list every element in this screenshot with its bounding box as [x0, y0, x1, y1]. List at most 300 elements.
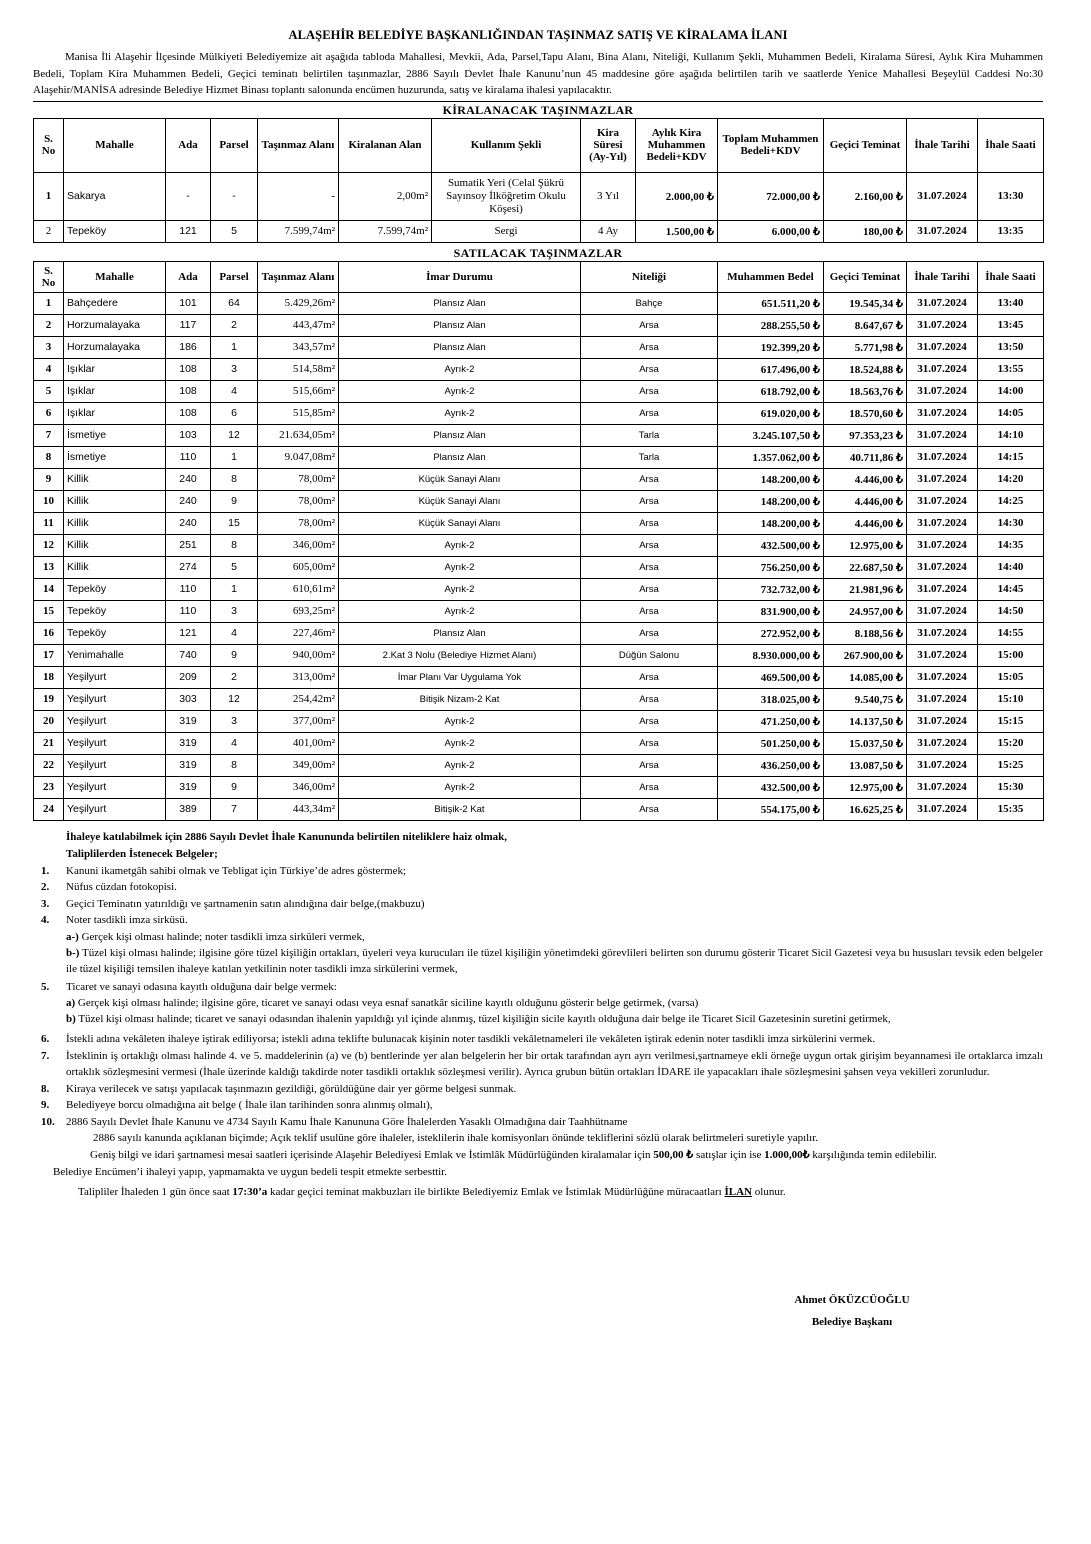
zoning-cell: Plansız Alan: [339, 336, 581, 358]
ada-cell: 110: [166, 600, 211, 622]
item-text: İsteklinin iş ortaklığı olması halinde 4. ve 5. maddelerinin (a) ve (b) bentlerinde yer alan belgelerin her bir ortak tarafından ayrı ayrı verilmesi,şartnameye ekli örneğe uygun ortak girişim beyannamesi ile ortaklarca imzalı ortaklık sözleşmesini vermesi (İhale üzerinde kaldığı takdirde noter tasdikli ortaklık sözleşmesi verilir). Ayrıca grubun bütün ortakları İDARE ile yapacakları ihale sözleşmesini şahsen veya vekilleri zorunludur.: [66, 1049, 1043, 1078]
quality-cell: Arsa: [581, 556, 718, 578]
zoning-cell: Küçük Sanayi Alanı: [339, 468, 581, 490]
col-header: Parsel: [211, 118, 258, 172]
item-text: Nüfus cüzdan fotokopisi.: [66, 881, 177, 893]
time-cell: 15:15: [978, 710, 1044, 732]
price-cell: 8.930.000,00 ₺: [718, 644, 824, 666]
area-cell: 401,00m²: [258, 732, 339, 754]
rent-header-row: [34, 118, 1044, 172]
time-cell: 14:05: [978, 402, 1044, 424]
mahalle-cell: Killik: [64, 512, 166, 534]
col-header: İhale Saati: [978, 118, 1044, 172]
area-cell: 515,85m²: [258, 402, 339, 424]
row-number: 15: [34, 600, 64, 622]
row-number: 21: [34, 732, 64, 754]
time-cell: 13:35: [978, 220, 1044, 242]
ada-cell: 110: [166, 446, 211, 468]
price-cell: 618.792,00 ₺: [718, 380, 824, 402]
item-number: 8.: [41, 1082, 50, 1095]
mahalle-cell: Killik: [64, 468, 166, 490]
mahalle-cell: Bahçedere: [64, 292, 166, 314]
date-cell: 31.07.2024: [907, 644, 978, 666]
sale-row: [34, 468, 1044, 490]
item-text: Kiraya verilecek ve satışı yapılacak taşınmazın gezildiği, görüldüğüne dair yer görme belgesi sunmak.: [66, 1082, 517, 1095]
zoning-cell: Ayrık-2: [339, 402, 581, 424]
date-cell: 31.07.2024: [907, 292, 978, 314]
requirement-item-5: 5. Ticaret ve sanayi odasına kayıtlı olduğuna dair belge vermek:: [41, 980, 337, 993]
area-cell: 693,25m²: [258, 600, 339, 622]
rent-section-heading: KİRALANACAK TAŞINMAZLAR: [33, 101, 1043, 118]
row-number: 2: [34, 314, 64, 336]
parsel-cell: 64: [211, 292, 258, 314]
time-cell: 13:40: [978, 292, 1044, 314]
area-cell: 605,00m²: [258, 556, 339, 578]
item-number: 6.: [41, 1033, 50, 1045]
quality-cell: Arsa: [581, 512, 718, 534]
rented-area-cell: 7.599,74m²: [339, 220, 432, 242]
area-cell: 443,47m²: [258, 314, 339, 336]
quality-cell: Arsa: [581, 710, 718, 732]
area-cell: 515,66m²: [258, 380, 339, 402]
quality-cell: Bahçe: [581, 292, 718, 314]
date-cell: 31.07.2024: [907, 776, 978, 798]
date-cell: 31.07.2024: [907, 754, 978, 776]
price-cell: 1.357.062,00 ₺: [718, 446, 824, 468]
area-cell: 9.047,08m²: [258, 446, 339, 468]
item4-b: b-) Tüzel kişi olması halinde; ilgisine göre tüzel kişiliğin ortakları, üyeleri veya kurucuları ile tüzel kişiliğin yönetimdeki görevlileri belirten son durumu gösterir Ticaret Sicil Gazetesi veya bu hususları tevsik eden belgeler ile tüzel kişiliği temsilen ihaleye katılan yetkilinin noter tasdikli imza sirkülerini vermek,: [66, 946, 1043, 975]
requirements-heading: Taliplilerden İstenecek Belgeler;: [66, 847, 218, 860]
row-number: 4: [34, 358, 64, 380]
col-header: Kiralanan Alan: [339, 118, 432, 172]
sale-row: [34, 710, 1044, 732]
price-cell: 651.511,20 ₺: [718, 292, 824, 314]
price-cell: 756.250,00 ₺: [718, 556, 824, 578]
parsel-cell: 2: [211, 314, 258, 336]
parsel-cell: 2: [211, 666, 258, 688]
zoning-cell: Plansız Alan: [339, 314, 581, 336]
date-cell: 31.07.2024: [907, 336, 978, 358]
time-cell: 15:05: [978, 666, 1044, 688]
row-number: 19: [34, 688, 64, 710]
item-text: 2886 Sayılı Devlet İhale Kanunu ve 4734 Sayılı Kamu İhale Kanununa Göre İhalelerden Yasaklı Olmadığına dair Taahhütname: [66, 1115, 628, 1128]
item5-b: b) Tüzel kişi olması halinde; ticaret ve sanayi odasından ihalenin yapıldığı yıl içinde alınmış, tüzel kişiliğin sicile kayıtlı olduğuna dair belge ile Ticaret Sicil Gazetesinin suretini getirmek,: [66, 1013, 891, 1025]
price-cell: 272.952,00 ₺: [718, 622, 824, 644]
area-cell: 21.634,05m²: [258, 424, 339, 446]
requirement-item: [33, 879, 1043, 896]
ada-cell: 319: [166, 776, 211, 798]
sale-row: [34, 314, 1044, 336]
sale-table: [33, 261, 1044, 821]
deposit-cell: 97.353,23 ₺: [824, 424, 907, 446]
time-cell: 13:55: [978, 358, 1044, 380]
zoning-cell: Ayrık-2: [339, 776, 581, 798]
parsel-cell: 15: [211, 512, 258, 534]
row-number: 11: [34, 512, 64, 534]
parsel-cell: -: [211, 172, 258, 220]
sale-row: [34, 556, 1044, 578]
sale-row: [34, 776, 1044, 798]
zoning-cell: Ayrık-2: [339, 556, 581, 578]
monthly-rent-cell: 1.500,00 ₺: [636, 220, 718, 242]
deposit-cell: 18.563,76 ₺: [824, 380, 907, 402]
deposit-cell: 4.446,00 ₺: [824, 490, 907, 512]
sale-row: [34, 446, 1044, 468]
row-number: 23: [34, 776, 64, 798]
council-paragraph: Belediye Encümen’i ihaleyi yapıp, yapmamakta ve uygun bedeli tespit etmekte serbesttir.: [53, 1166, 448, 1178]
mahalle-cell: İsmetiye: [64, 446, 166, 468]
date-cell: 31.07.2024: [907, 380, 978, 402]
sale-section-heading: SATILACAK TAŞINMAZLAR: [453, 245, 623, 260]
price-cell: 192.399,20 ₺: [718, 336, 824, 358]
area-cell: 78,00m²: [258, 468, 339, 490]
row-number: 20: [34, 710, 64, 732]
col-header: Niteliği: [581, 261, 718, 292]
deposit-cell: 24.957,00 ₺: [824, 600, 907, 622]
ada-cell: 110: [166, 578, 211, 600]
deposit-cell: 2.160,00 ₺: [824, 172, 907, 220]
area-cell: 78,00m²: [258, 490, 339, 512]
price-cell: 432.500,00 ₺: [718, 776, 824, 798]
item-number: 9.: [41, 1099, 50, 1111]
parsel-cell: 9: [211, 776, 258, 798]
area-cell: 514,58m²: [258, 358, 339, 380]
deposit-cell: 9.540,75 ₺: [824, 688, 907, 710]
price-cell: 318.025,00 ₺: [718, 688, 824, 710]
quality-cell: Arsa: [581, 776, 718, 798]
time-cell: 14:45: [978, 578, 1044, 600]
mahalle-cell: Yeşilyurt: [64, 732, 166, 754]
date-cell: 31.07.2024: [907, 578, 978, 600]
area-cell: 343,57m²: [258, 336, 339, 358]
mahalle-cell: Horzumalayaka: [64, 336, 166, 358]
col-header: Mahalle: [64, 118, 166, 172]
rent-row: [34, 172, 1044, 220]
ada-cell: 389: [166, 798, 211, 820]
parsel-cell: 3: [211, 710, 258, 732]
row-number: 14: [34, 578, 64, 600]
zoning-cell: Plansız Alan: [339, 446, 581, 468]
col-header: Geçici Teminat: [824, 261, 907, 292]
area-cell: -: [258, 172, 339, 220]
row-number: 6: [34, 402, 64, 424]
time-cell: 15:20: [978, 732, 1044, 754]
time-cell: 14:15: [978, 446, 1044, 468]
ada-cell: 108: [166, 358, 211, 380]
item-text: Geçici Teminatın yatırıldığı ve şartnamenin satın alındığına dair belge,(makbuzu): [66, 897, 425, 910]
quality-cell: Tarla: [581, 446, 718, 468]
row-number: 18: [34, 666, 64, 688]
sale-row: [34, 380, 1044, 402]
col-header: Taşınmaz Alanı: [258, 261, 339, 292]
time-cell: 15:30: [978, 776, 1044, 798]
time-cell: 15:10: [978, 688, 1044, 710]
sale-row: [34, 534, 1044, 556]
ada-cell: 240: [166, 468, 211, 490]
sale-row: [34, 512, 1044, 534]
zoning-cell: Plansız Alan: [339, 622, 581, 644]
col-header: Parsel: [211, 261, 258, 292]
price-cell: 501.250,00 ₺: [718, 732, 824, 754]
area-cell: 7.599,74m²: [258, 220, 339, 242]
col-header: Kullanım Şekli: [432, 118, 581, 172]
ada-cell: 251: [166, 534, 211, 556]
item-number: 3.: [41, 897, 50, 910]
date-cell: 31.07.2024: [907, 600, 978, 622]
quality-cell: Arsa: [581, 622, 718, 644]
requirement-item: [33, 896, 1043, 913]
row-number: 8: [34, 446, 64, 468]
col-header: Aylık Kira Muhammen Bedeli+KDV: [636, 118, 718, 172]
procedure-paragraph: 2886 sayılı kanunda açıklanan biçimde; Açık teklif usulüne göre ihaleler, isteklilerin ihale komisyonları önünde tekliflerini sözlü olarak belirtmeleri suretiyle yapılır.: [93, 1132, 819, 1144]
application-paragraph: Talipliler İhaleden 1 gün önce saat 17:30’a kadar geçici teminat makbuzları ile birlikte Belediyemiz Emlak ve İstimlak Müdürlüğüne müracaatları İLAN olunur.: [78, 1186, 786, 1198]
area-cell: 313,00m²: [258, 666, 339, 688]
usage-cell: Sumatik Yeri (Celal Şükrü Sayınsoy İlköğretim Okulu Köşesi): [432, 172, 581, 220]
deposit-cell: 4.446,00 ₺: [824, 512, 907, 534]
ada-cell: 303: [166, 688, 211, 710]
item-text: Belediyeye borcu olmadığına ait belge ( İhale ilan tarihinden sonra alınmış olmalı),: [66, 1099, 433, 1111]
quality-cell: Arsa: [581, 666, 718, 688]
parsel-cell: 1: [211, 578, 258, 600]
col-header: S. No: [34, 261, 64, 292]
sale-row: [34, 666, 1044, 688]
time-cell: 14:25: [978, 490, 1044, 512]
parsel-cell: 8: [211, 754, 258, 776]
date-cell: 31.07.2024: [907, 798, 978, 820]
mahalle-cell: Killik: [64, 534, 166, 556]
ada-cell: 740: [166, 644, 211, 666]
parsel-cell: 5: [211, 220, 258, 242]
deposit-cell: 21.981,96 ₺: [824, 578, 907, 600]
time-cell: 15:35: [978, 798, 1044, 820]
price-cell: 148.200,00 ₺: [718, 468, 824, 490]
row-number: 1: [34, 172, 64, 220]
price-cell: 831.900,00 ₺: [718, 600, 824, 622]
row-number: 7: [34, 424, 64, 446]
col-header: Geçici Teminat: [824, 118, 907, 172]
quality-cell: Arsa: [581, 688, 718, 710]
deposit-cell: 180,00 ₺: [824, 220, 907, 242]
deposit-cell: 19.545,34 ₺: [824, 292, 907, 314]
deposit-cell: 15.037,50 ₺: [824, 732, 907, 754]
mahalle-cell: İsmetiye: [64, 424, 166, 446]
deposit-cell: 13.087,50 ₺: [824, 754, 907, 776]
intro-paragraph: Manisa İli Alaşehir İlçesinde Mülkiyeti Belediyemize ait aşağıda tabloda Mahallesi, Mevkii, Ada, Parsel,Tapu Alanı, Bina Alanı, Niteliği, Kullanım Şekli, Muhammen Bedeli, Kiralama Süresi, Aylık Kira Muhammen Bedeli, Toplam Kira Muhammen Bedeli, Geçici teminatı belirtilen taşınmazlar, 2886 Sayılı Devlet İhale Kanunu’nun 45 maddesine göre aşağıda belirtilen tarih ve saatlerde Yenice Mahallesi Beşeylül Caddesi No:30 Alaşehir/MANİSA adresinde Belediye Hizmet Binası toplantı salonunda encümen huzurunda, satış ve kiralama ihalesi yapılacaktır.: [33, 51, 1043, 96]
requirement-item: [33, 863, 1043, 880]
price-cell: 148.200,00 ₺: [718, 490, 824, 512]
sale-row: [34, 688, 1044, 710]
total-rent-cell: 72.000,00 ₺: [718, 172, 824, 220]
parsel-cell: 9: [211, 644, 258, 666]
col-header: Kira Süresi (Ay-Yıl): [581, 118, 636, 172]
date-cell: 31.07.2024: [907, 220, 978, 242]
price-cell: 469.500,00 ₺: [718, 666, 824, 688]
announcement-page: [33, 28, 1043, 1201]
ada-cell: 240: [166, 490, 211, 512]
parsel-cell: 6: [211, 402, 258, 424]
sale-row: [34, 600, 1044, 622]
mahalle-cell: Yeşilyurt: [64, 688, 166, 710]
date-cell: 31.07.2024: [907, 424, 978, 446]
usage-cell: Sergi: [432, 220, 581, 242]
sale-row: [34, 336, 1044, 358]
quality-cell: Arsa: [581, 578, 718, 600]
col-header: İhale Tarihi: [907, 118, 978, 172]
date-cell: 31.07.2024: [907, 732, 978, 754]
quality-cell: Arsa: [581, 490, 718, 512]
deposit-cell: 8.647,67 ₺: [824, 314, 907, 336]
zoning-cell: Ayrık-2: [339, 578, 581, 600]
time-cell: 14:40: [978, 556, 1044, 578]
date-cell: 31.07.2024: [907, 402, 978, 424]
parsel-cell: 9: [211, 490, 258, 512]
price-cell: 471.250,00 ₺: [718, 710, 824, 732]
monthly-rent-cell: 2.000,00 ₺: [636, 172, 718, 220]
mahalle-cell: Horzumalayaka: [64, 314, 166, 336]
ada-cell: 121: [166, 622, 211, 644]
deposit-cell: 40.711,86 ₺: [824, 446, 907, 468]
quality-cell: Arsa: [581, 314, 718, 336]
requirement-item: [33, 1031, 1043, 1048]
sale-header-row: [34, 261, 1044, 292]
ada-cell: -: [166, 172, 211, 220]
zoning-cell: Ayrık-2: [339, 380, 581, 402]
ada-cell: 108: [166, 402, 211, 424]
quality-cell: Arsa: [581, 600, 718, 622]
mahalle-cell: Işıklar: [64, 380, 166, 402]
time-cell: 14:10: [978, 424, 1044, 446]
requirement-item: [33, 1081, 1043, 1098]
date-cell: 31.07.2024: [907, 556, 978, 578]
ada-cell: 319: [166, 710, 211, 732]
date-cell: 31.07.2024: [907, 358, 978, 380]
col-header: İhale Tarihi: [907, 261, 978, 292]
date-cell: 31.07.2024: [907, 710, 978, 732]
row-number: 24: [34, 798, 64, 820]
sale-row: [34, 490, 1044, 512]
requirement-item: [33, 912, 1043, 929]
area-cell: 377,00m²: [258, 710, 339, 732]
price-cell: 436.250,00 ₺: [718, 754, 824, 776]
parsel-cell: 8: [211, 534, 258, 556]
date-cell: 31.07.2024: [907, 534, 978, 556]
row-number: 13: [34, 556, 64, 578]
mahalle-cell: Işıklar: [64, 402, 166, 424]
zoning-cell: İmar Planı Var Uygulama Yok: [339, 666, 581, 688]
item-text: Noter tasdikli imza sirküsü.: [66, 914, 188, 926]
quality-cell: Arsa: [581, 380, 718, 402]
parsel-cell: 8: [211, 468, 258, 490]
sale-row: [34, 578, 1044, 600]
quality-cell: Arsa: [581, 358, 718, 380]
quality-cell: Arsa: [581, 534, 718, 556]
deposit-cell: 18.570,60 ₺: [824, 402, 907, 424]
parsel-cell: 4: [211, 622, 258, 644]
ada-cell: 108: [166, 380, 211, 402]
col-header: Taşınmaz Alanı: [258, 118, 339, 172]
total-rent-cell: 6.000,00 ₺: [718, 220, 824, 242]
time-cell: 14:50: [978, 600, 1044, 622]
row-number: 5: [34, 380, 64, 402]
parsel-cell: 3: [211, 600, 258, 622]
time-cell: 14:55: [978, 622, 1044, 644]
ada-cell: 117: [166, 314, 211, 336]
item5-a: a) Gerçek kişi olması halinde; ilgisine göre, ticaret ve sanayi odası veya esnaf sanatkâr siciline kayıtlı olduğunu gösterir belge getirmek, (varsa): [66, 997, 699, 1009]
quality-cell: Arsa: [581, 798, 718, 820]
sale-row: [34, 754, 1044, 776]
time-cell: 14:35: [978, 534, 1044, 556]
item-number: 7.: [41, 1049, 50, 1062]
mahalle-cell: Yeşilyurt: [64, 666, 166, 688]
zoning-cell: Bitişik Nizam-2 Kat: [339, 688, 581, 710]
date-cell: 31.07.2024: [907, 172, 978, 220]
sale-row: [34, 644, 1044, 666]
quality-cell: Arsa: [581, 336, 718, 358]
sale-row: [34, 798, 1044, 820]
area-cell: 610,61m²: [258, 578, 339, 600]
deposit-cell: 12.975,00 ₺: [824, 534, 907, 556]
mahalle-cell: Killik: [64, 556, 166, 578]
zoning-cell: Bitişik-2 Kat: [339, 798, 581, 820]
sale-row: [34, 358, 1044, 380]
sale-row: [34, 292, 1044, 314]
mahalle-cell: Killik: [64, 490, 166, 512]
signature-title: Belediye Başkanı: [811, 1316, 893, 1328]
col-header: Toplam Muhammen Bedeli+KDV: [718, 118, 824, 172]
col-header: İmar Durumu: [339, 261, 581, 292]
parsel-cell: 7: [211, 798, 258, 820]
sale-row: [34, 424, 1044, 446]
mahalle-cell: Yeşilyurt: [64, 754, 166, 776]
deposit-cell: 22.687,50 ₺: [824, 556, 907, 578]
deposit-cell: 14.137,50 ₺: [824, 710, 907, 732]
time-cell: 13:30: [978, 172, 1044, 220]
item-number: 1.: [41, 864, 50, 877]
mahalle-cell: Işıklar: [64, 358, 166, 380]
ada-cell: 101: [166, 292, 211, 314]
date-cell: 31.07.2024: [907, 446, 978, 468]
area-cell: 940,00m²: [258, 644, 339, 666]
zoning-cell: Ayrık-2: [339, 710, 581, 732]
zoning-cell: Ayrık-2: [339, 534, 581, 556]
sale-row: [34, 732, 1044, 754]
area-cell: 78,00m²: [258, 512, 339, 534]
mahalle-cell: Yeşilyurt: [64, 710, 166, 732]
zoning-cell: Ayrık-2: [339, 358, 581, 380]
quality-cell: Arsa: [581, 732, 718, 754]
deposit-cell: 16.625,25 ₺: [824, 798, 907, 820]
col-header: Mahalle: [64, 261, 166, 292]
price-cell: 288.255,50 ₺: [718, 314, 824, 336]
requirements-intro: İhaleye katılabilmek için 2886 Sayılı Devlet İhale Kanununda belirtilen niteliklere haiz olmak,: [66, 830, 508, 843]
quality-cell: Arsa: [581, 754, 718, 776]
price-cell: 432.500,00 ₺: [718, 534, 824, 556]
mahalle-cell: Yeşilyurt: [64, 798, 166, 820]
ada-cell: 121: [166, 220, 211, 242]
date-cell: 31.07.2024: [907, 688, 978, 710]
zoning-cell: Ayrık-2: [339, 732, 581, 754]
row-number: 12: [34, 534, 64, 556]
requirements-section: [33, 829, 1043, 1202]
price-cell: 3.245.107,50 ₺: [718, 424, 824, 446]
col-header: Ada: [166, 261, 211, 292]
date-cell: 31.07.2024: [907, 512, 978, 534]
row-number: 9: [34, 468, 64, 490]
zoning-cell: 2.Kat 3 Nolu (Belediye Hizmet Alanı): [339, 644, 581, 666]
col-header: Muhammen Bedel: [718, 261, 824, 292]
mahalle-cell: Yeşilyurt: [64, 776, 166, 798]
zoning-cell: Ayrık-2: [339, 600, 581, 622]
